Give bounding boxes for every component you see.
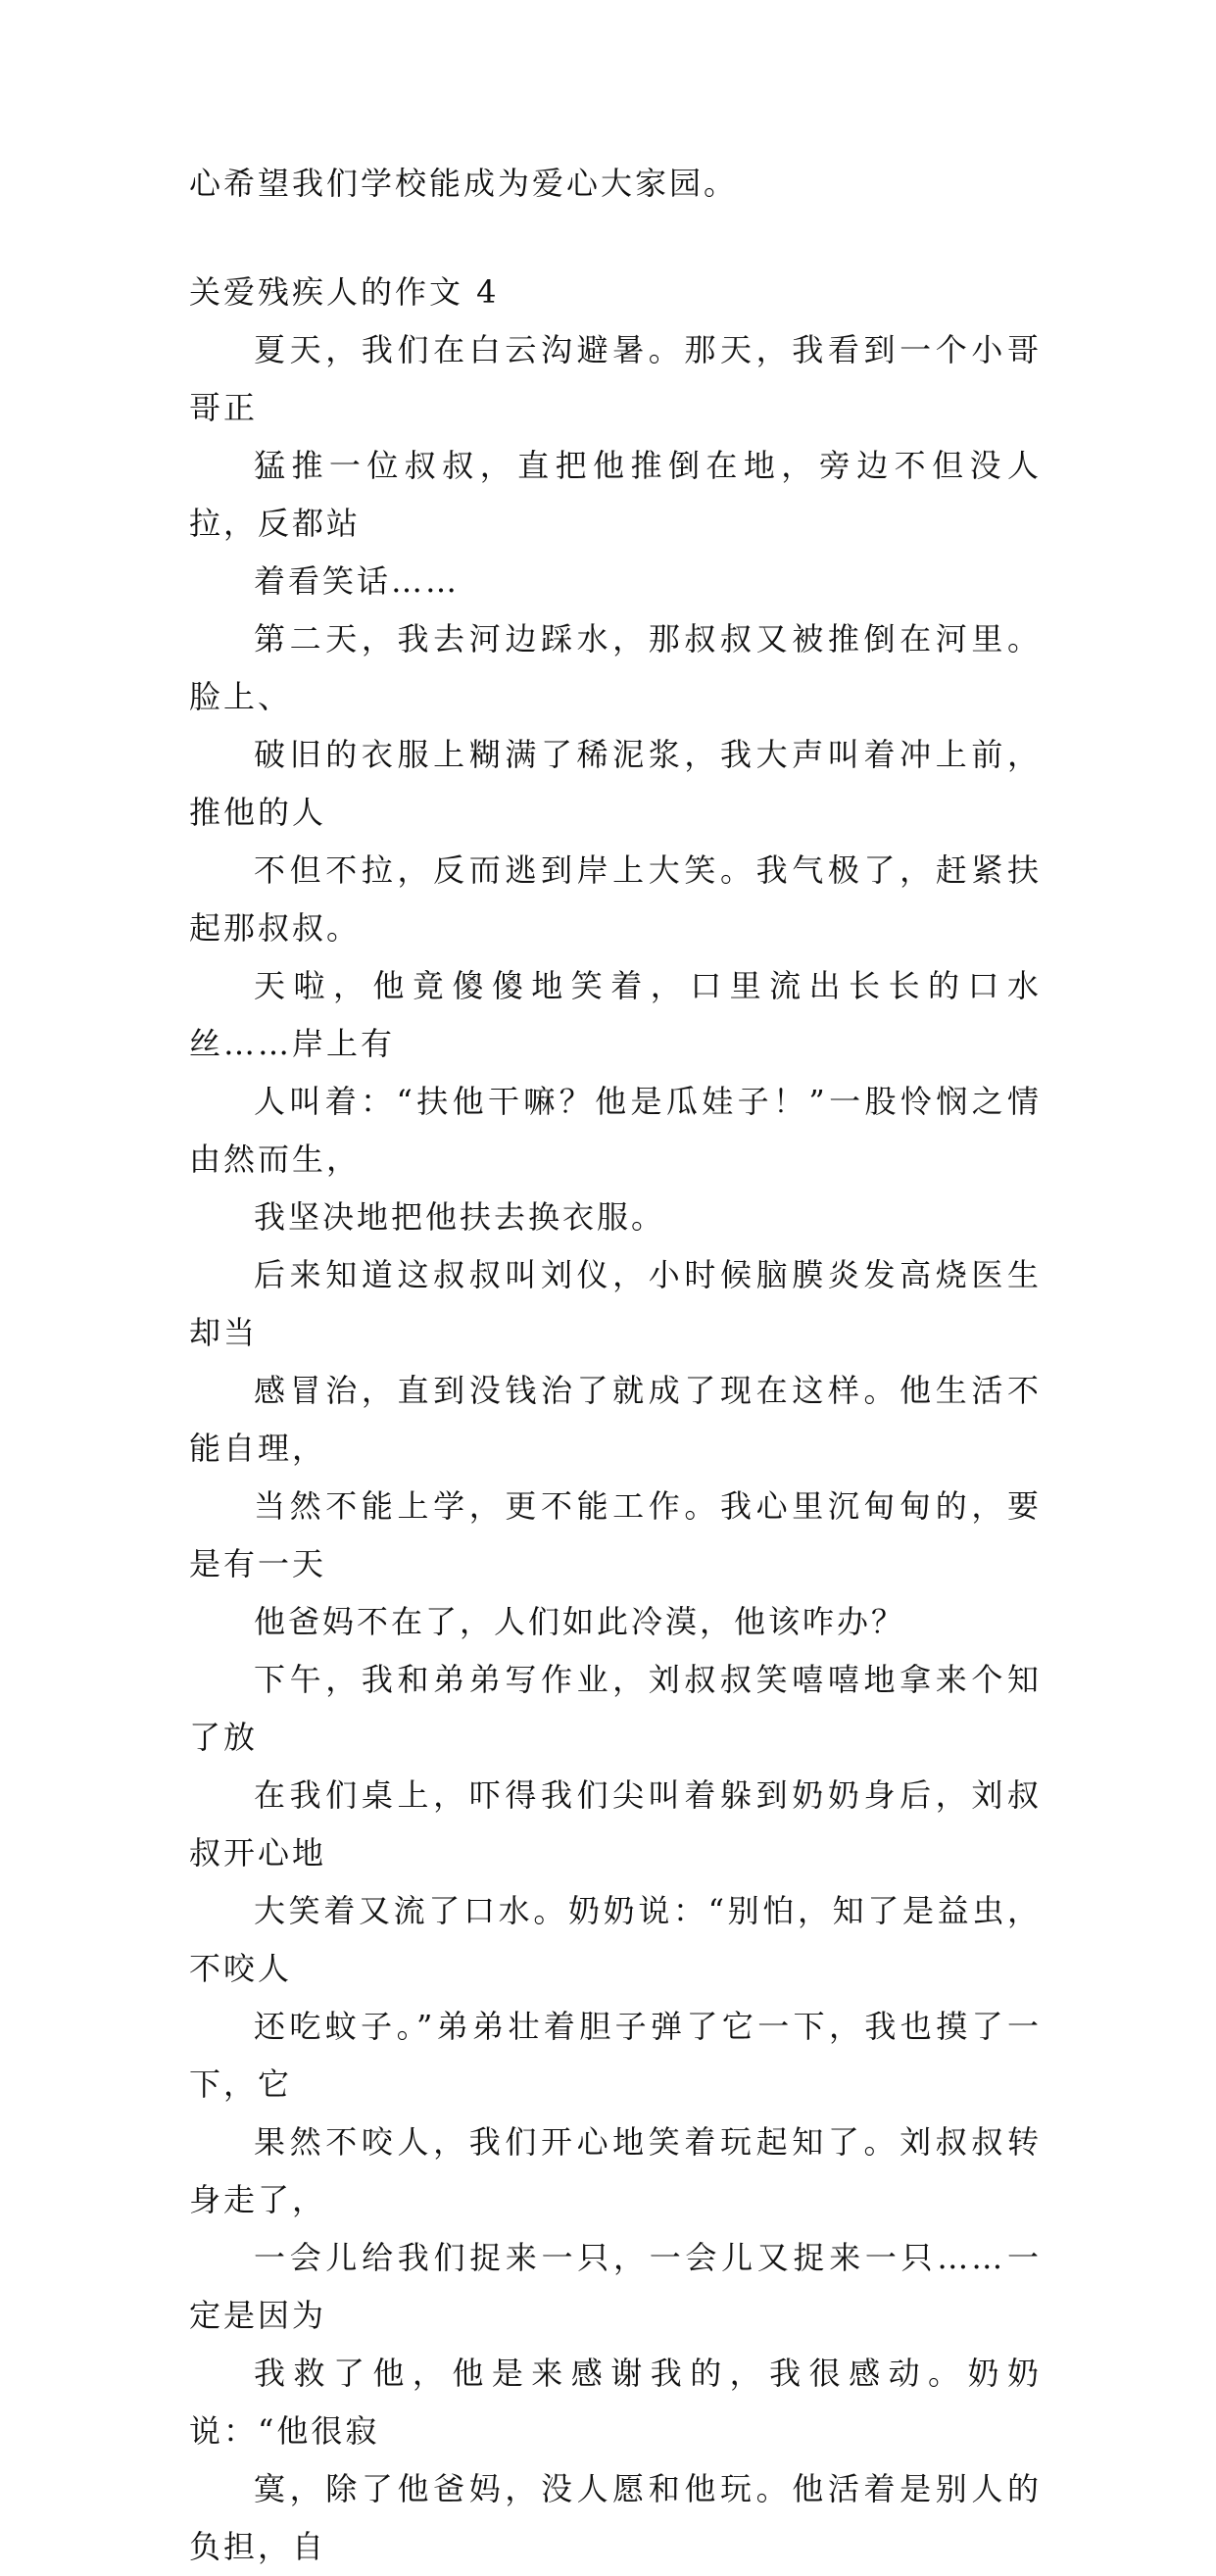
text-line: 他爸妈不在了，人们如此冷漠，他该咋办？ [254,1603,906,1640]
text-line: 我救了他，他是来感谢我的，我很感动。奶奶说：“他很寂 [189,2355,1042,2450]
text-line: 果然不咬人，我们开心地笑着玩起知了。刘叔叔转身走了， [189,2123,1042,2218]
text-line: 下午，我和弟弟写作业，刘叔叔笑嘻嘻地拿来个知了放 [189,1661,1042,1756]
paragraph-1 [189,321,1042,610]
heading-text: 关爱残疾人的作文 4 [189,273,500,311]
text-line: 感冒治，直到没钱治了就成了现在这样。他生活不能自理， [189,1372,1042,1467]
text-line: 猛推一位叔叔，直把他推倒在地，旁边不但没人拉，反都站 [189,447,1042,542]
text-line: 夏天，我们在白云沟避暑。那天，我看到一个小哥哥正 [189,331,1042,426]
text-line: 寞，除了他爸妈，没人愿和他玩。他活着是别人的负担，自 [189,2470,1042,2565]
text-line: 人叫着：“扶他干嘛？他是瓜娃子！”一股怜悯之情由然而生， [189,1083,1042,1178]
essay-heading [189,264,1042,321]
text-line: 后来知道这叔叔叫刘仪，小时候脑膜炎发高烧医生却当 [189,1256,1042,1351]
document-body [189,155,1042,2576]
text-line: 在我们桌上，吓得我们尖叫着躲到奶奶身后，刘叔叔开心地 [189,1776,1042,1871]
text-line: 我坚决地把他扶去换衣服。 [254,1198,666,1236]
text-line: 大笑着又流了口水。奶奶说：“别怕，知了是益虫，不咬人 [189,1892,1042,1987]
text-line: 着看笑话…… [254,562,461,600]
text-line: 天啦，他竟傻傻地笑着，口里流出长长的口水丝……岸上有 [189,967,1042,1062]
text-line: 不但不拉，反而逃到岸上大笑。我气极了，赶紧扶起那叔叔。 [189,851,1042,947]
lead-fragment [189,155,1042,213]
text-line: 第二天，我去河边踩水，那叔叔又被推倒在河里。脸上、 [189,620,1042,715]
paragraph-4 [189,1651,1042,2576]
text-line: 当然不能上学，更不能工作。我心里沉甸甸的，要是有一天 [189,1487,1042,1582]
text-line: 破旧的衣服上糊满了稀泥浆，我大声叫着冲上前，推他的人 [189,736,1042,831]
text-line: 还吃蚊子。”弟弟壮着胆子弹了它一下，我也摸了一下，它 [189,2008,1042,2103]
text-line: 一会儿给我们捉来一只，一会儿又捉来一只……一定是因为 [189,2239,1042,2334]
paragraph-3 [189,1246,1042,1651]
paragraph-2 [189,610,1042,1246]
text-line: 心希望我们学校能成为爱心大家园。 [189,165,739,202]
